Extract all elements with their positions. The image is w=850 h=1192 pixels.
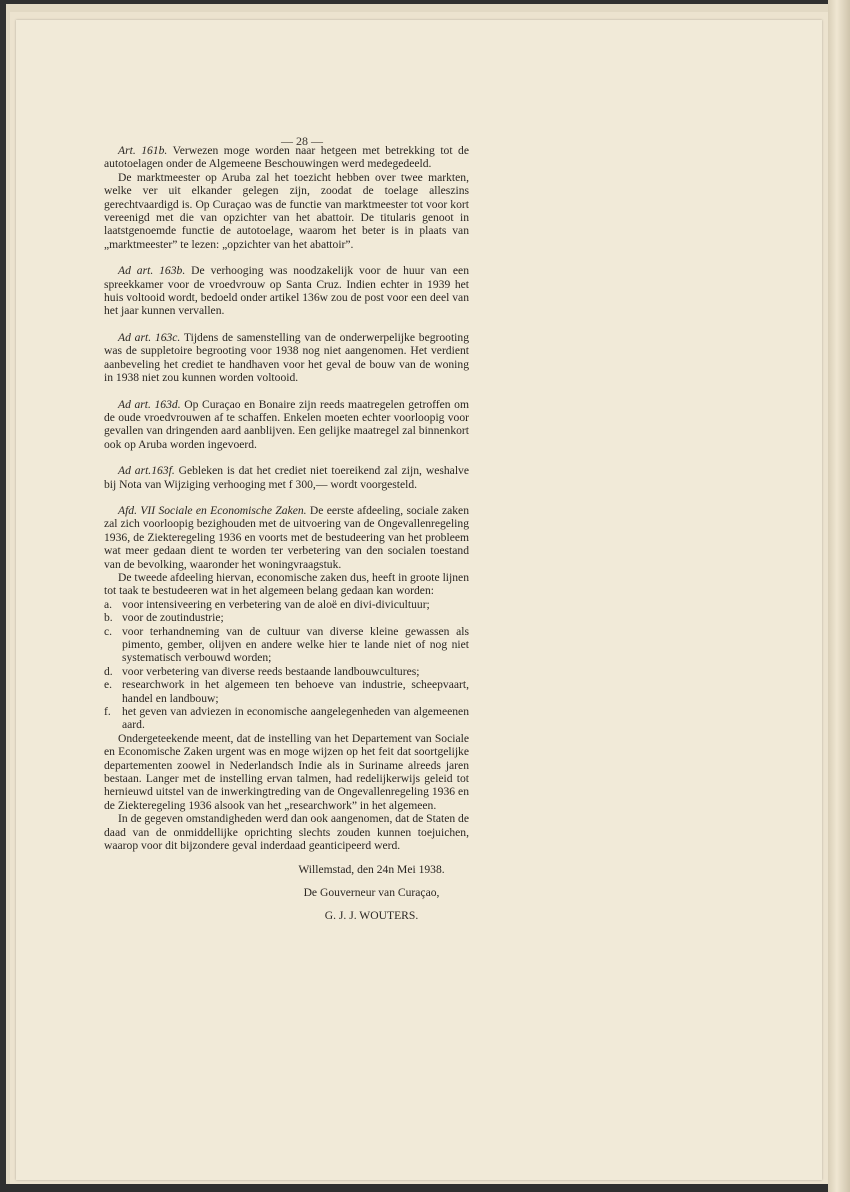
paragraph-marktmeester	[104, 171, 469, 251]
list-item	[104, 705, 469, 732]
paragraph-text: De tweede afdeeling hiervan, economische zaken dus, heeft in groote lijnen tot taak te bestudeeren wat in het algemeen belang gedaan kan worden:	[104, 570, 469, 598]
paragraph-tweede-afdeeling	[104, 571, 469, 598]
paragraph-text: Verwezen moge worden naar hetgeen met betrekking tot de autotoelagen onder de Algemeene Beschouwingen werd medegedeeld.	[104, 144, 470, 171]
list-marker: f.	[104, 705, 111, 719]
paragraph-text: De marktmeester op Aruba zal het toezicht hebben over twee markten, welke ver uit elkander gelegen zijn, zoodat de toelage alleszins gerechtvaardigd is. Op Curaçao was de functie van marktmeester tot voor kort vereenigd met die van opzichter van het abattoir. De titularis genoot in laatstgenoemde functie de autotoelage, waarom het beter is in plaats van „marktmeester” te lezen: „opzichter van het abattoir”.	[104, 170, 469, 251]
paragraph-art-163f	[104, 464, 469, 491]
list-item-text: het geven van adviezen in economische aangelegenheden van algemeenen aard.	[122, 705, 469, 732]
article-ref: Ad art.163f.	[118, 464, 175, 478]
paragraph-art-161b	[104, 144, 469, 171]
list-item-text: voor intensiveering en verbetering van de aloë en divi-divicultuur;	[122, 597, 430, 611]
paragraph-text: Tijdens de samenstelling van de onderwerpelijke begrooting was de suppletoire begrooting voor 1938 nog niet aangenomen. Het verdient aanbeveling het crediet te handhaven voor het geval de bouw van de woning in 1938 niet zou kunnen worden voltooid.	[104, 330, 469, 385]
paragraph-text: Op Curaçao en Bonaire zijn reeds maatregelen getroffen om de oude vroedvrouwen af te schaffen. Enkelen moeten echter voorloopig voor gevallen van dringenden aard aanblijven. Een gelijke maatregel zal binnenkort ook op Aruba worden ingevoerd.	[104, 397, 469, 451]
list-marker: d.	[104, 664, 113, 678]
list-item	[104, 665, 469, 678]
signature-place-date: Willemstad, den 24n Mei 1938.	[298, 862, 445, 876]
paragraph-art-163c	[104, 331, 469, 385]
article-ref: Ad art. 163d.	[118, 397, 181, 411]
signature-title: De Gouverneur van Curaçao,	[303, 885, 440, 899]
list-marker: c.	[104, 624, 113, 638]
paragraph-art-163b	[104, 264, 469, 318]
paragraph-text: Gebleken is dat het crediet niet toereikend zal zijn, weshalve bij Nota van Wijziging verhooging met f 300,— wordt voorgesteld.	[104, 464, 469, 491]
paragraph-ondergeteekende	[104, 732, 469, 812]
paragraph-omstandigheden	[104, 812, 469, 852]
list-item-text: voor verbetering van diverse reeds bestaande landbouwcultures;	[122, 664, 420, 678]
article-ref: Art. 161b.	[118, 144, 168, 157]
signature-name: G. J. J. WOUTERS.	[324, 909, 419, 923]
list-marker: b.	[104, 611, 113, 625]
document-page	[16, 20, 822, 1180]
paragraph-text: Ondergeteekende meent, dat de instelling van het Departement van Sociale en Economische Zaken urgent was en moge wijzen op het feit dat soortgelijke departementen zoowel in Nederlandsch Indie als in Suriname alreeds jaren bestaan. Langer met de instelling ervan talmen, had redelijkerwijs geleid tot hernieuwd uitstel van de inwerkingtreding van de Ongevallenregeling 1936 en de Ziekteregeling 1936 alsook van het „researchwork” in het algemeen.	[104, 731, 469, 812]
task-list	[104, 598, 469, 732]
page-edge	[828, 0, 850, 1192]
list-item-text: voor de zoutindustrie;	[122, 611, 224, 625]
paragraph-text: De verhooging was noodzakelijk voor de huur van een spreekkamer voor de vroedvrouw op Santa Cruz. Indien echter in 1939 het huis voltooid wordt, bedoeld onder artikel 136w zou de post voor een deel van het jaar kunnen vervallen.	[104, 264, 469, 318]
section-ref: Afd. VII Sociale en Economische Zaken.	[118, 503, 307, 517]
paragraph-text: In de gegeven omstandigheden werd dan ook aangenomen, dat de Staten de daad van de onmiddellijke oprichting slechts zouden kunnen toejuichen, waarop voor dit bijzondere geval inderdaad geanticipeerd werd.	[104, 812, 469, 853]
paragraph-text: De eerste afdeeling, sociale zaken zal zich voorloopig bezighouden met de uitvoering van de Ongevallenregeling 1936, de Ziekteregeling 1936 en voorts met de bestudeering van het probleem wat meer gedaan dient te worden ter verbetering van den socialen toestand van de bevolking, waaronder het woningvraagstuk.	[104, 503, 470, 571]
list-item-text: voor terhandneming van de cultuur van diverse kleine gewassen als pimento, gember, olijven en andere welke hier te lande niet of nog niet systematisch verbouwd worden;	[122, 624, 469, 665]
paragraph-art-163d	[104, 398, 469, 452]
paragraph-afd-vii	[104, 504, 469, 571]
document-body	[104, 144, 469, 923]
list-item	[104, 625, 469, 665]
list-item	[104, 598, 469, 611]
list-item	[104, 678, 469, 705]
list-marker: e.	[104, 678, 113, 692]
article-ref: Ad art. 163c.	[118, 330, 181, 344]
list-item	[104, 611, 469, 624]
list-item-text: researchwork in het algemeen ten behoeve van industrie, scheepvaart, handel en landbouw;	[122, 678, 469, 705]
article-ref: Ad art. 163b.	[118, 264, 186, 278]
list-marker: a.	[104, 597, 113, 611]
page-number: — 28 —	[281, 134, 323, 148]
